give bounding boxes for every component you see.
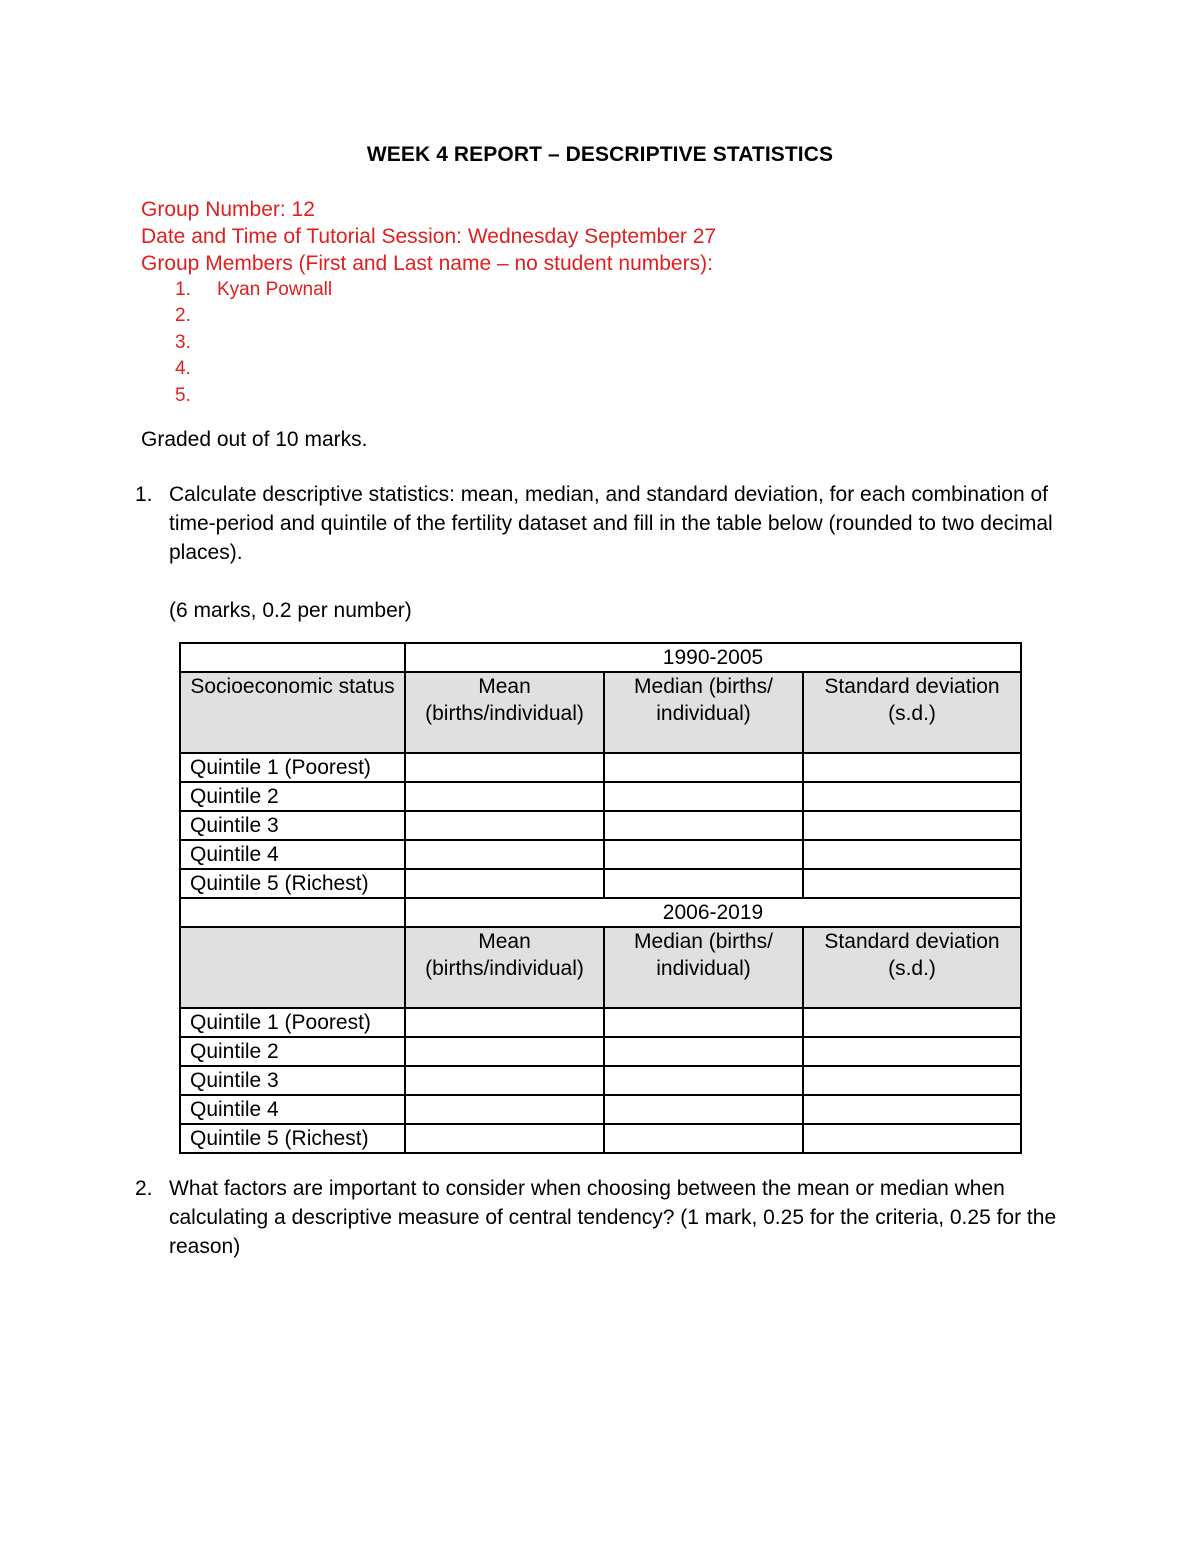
member-number: 4. xyxy=(175,358,191,379)
graded-note: Graded out of 10 marks. xyxy=(141,428,368,451)
value-cell-mean[interactable] xyxy=(405,1037,604,1066)
value-cell-mean[interactable] xyxy=(405,1008,604,1037)
column-header-median: Median (births/ individual) xyxy=(604,672,803,753)
row-label: Quintile 2 xyxy=(180,1037,405,1066)
row-label: Quintile 5 (Richest) xyxy=(180,869,405,898)
value-cell-sd[interactable] xyxy=(803,869,1021,898)
member-item xyxy=(175,330,217,356)
row-label: Quintile 3 xyxy=(180,811,405,840)
question-number: 1. xyxy=(135,483,153,506)
value-cell-mean[interactable] xyxy=(405,811,604,840)
group-members-label: Group Members (First and Last name – no student numbers): xyxy=(141,252,713,275)
member-item xyxy=(175,303,217,329)
value-cell-mean[interactable] xyxy=(405,782,604,811)
value-cell-mean[interactable] xyxy=(405,753,604,782)
value-cell-median[interactable] xyxy=(604,811,803,840)
value-cell-sd[interactable] xyxy=(803,840,1021,869)
group-number: Group Number: 12 xyxy=(141,198,315,221)
value-cell-sd[interactable] xyxy=(803,1095,1021,1124)
column-header-mean: Mean (births/individual) xyxy=(405,927,604,1008)
value-cell-sd[interactable] xyxy=(803,1124,1021,1153)
row-header-cell xyxy=(180,927,405,1008)
document-title: WEEK 4 REPORT – DESCRIPTIVE STATISTICS xyxy=(366,143,834,166)
value-cell-median[interactable] xyxy=(604,1066,803,1095)
row-label: Quintile 1 (Poorest) xyxy=(180,753,405,782)
value-cell-median[interactable] xyxy=(604,1037,803,1066)
member-item xyxy=(175,277,332,303)
period-header: 2006-2019 xyxy=(405,898,1021,927)
value-cell-sd[interactable] xyxy=(803,753,1021,782)
row-label: Quintile 2 xyxy=(180,782,405,811)
period-header: 1990-2005 xyxy=(405,643,1021,672)
value-cell-sd[interactable] xyxy=(803,1008,1021,1037)
tutorial-session: Date and Time of Tutorial Session: Wednesday September 27 xyxy=(141,225,717,248)
row-label: Quintile 5 (Richest) xyxy=(180,1124,405,1153)
column-header-mean: Mean (births/individual) xyxy=(405,672,604,753)
member-number: 2. xyxy=(175,305,191,326)
value-cell-median[interactable] xyxy=(604,840,803,869)
member-number: 5. xyxy=(175,385,191,406)
value-cell-median[interactable] xyxy=(604,1008,803,1037)
value-cell-mean[interactable] xyxy=(405,869,604,898)
row-label: Quintile 4 xyxy=(180,1095,405,1124)
value-cell-median[interactable] xyxy=(604,782,803,811)
value-cell-median[interactable] xyxy=(604,1124,803,1153)
table-corner-cell xyxy=(180,643,405,672)
row-header-cell: Socioeconomic status xyxy=(180,672,405,753)
value-cell-median[interactable] xyxy=(604,869,803,898)
member-name: Kyan Pownall xyxy=(217,279,333,300)
member-number: 3. xyxy=(175,332,191,353)
question-number: 2. xyxy=(135,1177,153,1200)
value-cell-sd[interactable] xyxy=(803,782,1021,811)
value-cell-mean[interactable] xyxy=(405,1095,604,1124)
member-item xyxy=(175,356,217,382)
member-item xyxy=(175,383,217,409)
value-cell-mean[interactable] xyxy=(405,1066,604,1095)
value-cell-sd[interactable] xyxy=(803,811,1021,840)
member-number: 1. xyxy=(175,279,191,300)
question-text: What factors are important to consider when choosing between the mean or median when calculating a descriptive measure of central tendency? (1 mark, 0.25 for the criteria, 0.25 for the reason) xyxy=(169,1177,1057,1258)
row-label: Quintile 4 xyxy=(180,840,405,869)
row-label: Quintile 1 (Poorest) xyxy=(180,1008,405,1037)
statistics-table xyxy=(179,642,1022,1154)
value-cell-median[interactable] xyxy=(604,753,803,782)
value-cell-mean[interactable] xyxy=(405,840,604,869)
column-header-median: Median (births/ individual) xyxy=(604,927,803,1008)
column-header-sd: Standard deviation (s.d.) xyxy=(803,927,1021,1008)
table-corner-cell xyxy=(180,898,405,927)
value-cell-sd[interactable] xyxy=(803,1037,1021,1066)
question-text: Calculate descriptive statistics: mean, median, and standard deviation, for each combination of time-period and quintile of the fertility dataset and fill in the table below (rounded to two decimal places). xyxy=(169,483,1053,564)
value-cell-median[interactable] xyxy=(604,1095,803,1124)
column-header-sd: Standard deviation (s.d.) xyxy=(803,672,1021,753)
value-cell-sd[interactable] xyxy=(803,1066,1021,1095)
row-label: Quintile 3 xyxy=(180,1066,405,1095)
value-cell-mean[interactable] xyxy=(405,1124,604,1153)
question-marks: (6 marks, 0.2 per number) xyxy=(169,599,412,622)
